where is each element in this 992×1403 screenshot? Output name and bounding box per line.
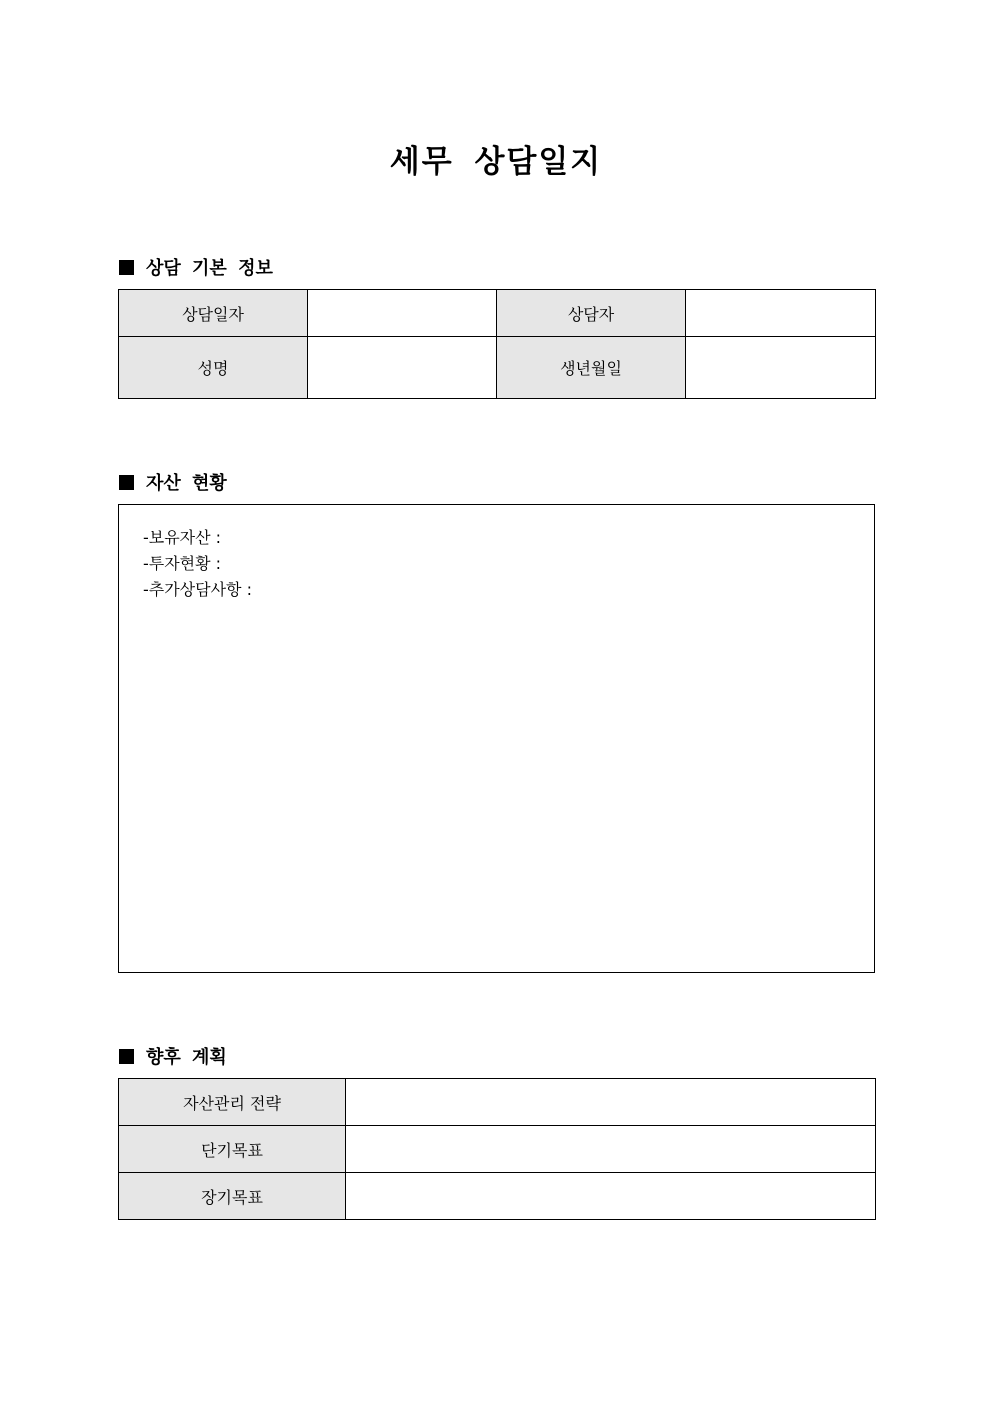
name-label: 성명 xyxy=(119,337,308,399)
additional-consult-line: -추가상담사항 : xyxy=(143,580,252,599)
consultant-label: 상담자 xyxy=(497,290,686,337)
page-title: 세무 상담일지 xyxy=(389,144,603,180)
name-field[interactable] xyxy=(308,337,497,399)
consult-date-field[interactable] xyxy=(308,290,497,337)
basic-info-table xyxy=(118,289,876,399)
table-row xyxy=(119,290,876,337)
table-row xyxy=(119,337,876,399)
section-heading-label: 향후 계획 xyxy=(146,1047,227,1068)
table-row xyxy=(119,1079,876,1126)
square-bullet-icon xyxy=(119,475,134,490)
short-term-goal-field[interactable] xyxy=(346,1126,876,1173)
birthdate-field[interactable] xyxy=(686,337,876,399)
consultant-field[interactable] xyxy=(686,290,876,337)
section-heading-future-plan xyxy=(119,1043,227,1069)
investment-line: -투자현황 : xyxy=(143,554,222,573)
section-heading-label: 자산 현황 xyxy=(146,473,227,494)
square-bullet-icon xyxy=(119,1049,134,1064)
section-heading-assets xyxy=(119,469,227,495)
short-term-goal-label: 단기목표 xyxy=(119,1126,346,1173)
table-row xyxy=(119,1126,876,1173)
long-term-goal-field[interactable] xyxy=(346,1173,876,1220)
assets-lines xyxy=(143,525,252,603)
square-bullet-icon xyxy=(119,260,134,275)
asset-strategy-label: 자산관리 전략 xyxy=(119,1079,346,1126)
long-term-goal-label: 장기목표 xyxy=(119,1173,346,1220)
asset-strategy-field[interactable] xyxy=(346,1079,876,1126)
holdings-line: -보유자산 : xyxy=(143,528,222,547)
future-plan-table xyxy=(118,1078,876,1220)
consult-date-label: 상담일자 xyxy=(119,290,308,337)
section-heading-basic-info xyxy=(119,254,273,280)
assets-text-area[interactable] xyxy=(118,504,875,973)
table-row xyxy=(119,1173,876,1220)
section-heading-label: 상담 기본 정보 xyxy=(146,258,273,279)
birthdate-label: 생년월일 xyxy=(497,337,686,399)
